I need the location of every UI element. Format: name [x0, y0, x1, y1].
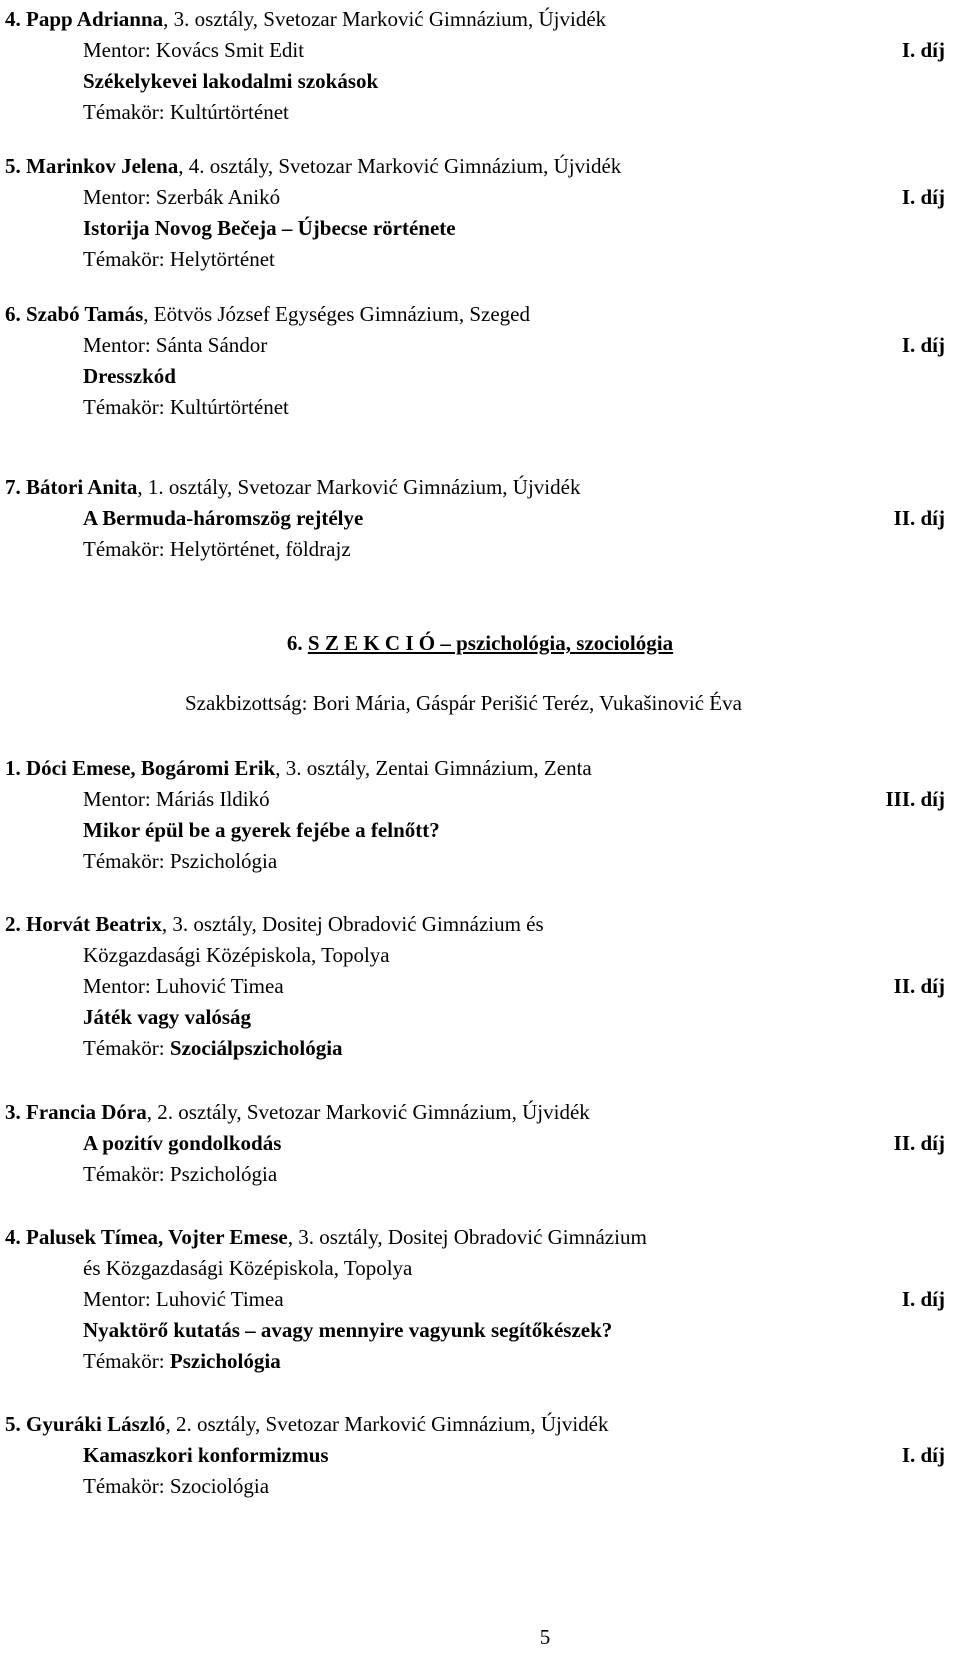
entry-title: Székelykevei lakodalmi szokások	[83, 69, 379, 93]
entry-school: , 1. osztály, Svetozar Marković Gimnázium, Újvidék	[137, 475, 581, 499]
entry-mentor: Mentor: Szerbák Anikó	[83, 185, 281, 209]
topic-label: Témakör:	[83, 395, 170, 419]
entry-title: A pozitív gondolkodás	[83, 1131, 282, 1155]
entry-names: Bátori Anita	[26, 475, 138, 499]
entry-francia-dora	[5, 1097, 945, 1190]
entry-mentor: Mentor: Máriás Ildikó	[83, 787, 270, 811]
entry-names: Szabó Tamás	[26, 302, 144, 326]
entry-topic	[5, 1346, 945, 1377]
award: I. díj	[901, 1443, 945, 1467]
entry-names: Francia Dóra	[26, 1100, 147, 1124]
entry-topic	[5, 1159, 945, 1190]
entry-names: Palusek Tímea, Vojter Emese	[26, 1225, 288, 1249]
entry-school: , 2. osztály, Svetozar Marković Gimnázium, Újvidék	[165, 1412, 609, 1436]
topic-label: Témakör:	[83, 1349, 170, 1373]
entry-topic	[5, 97, 945, 128]
entry-title: Kamaszkori konformizmus	[83, 1443, 329, 1467]
entry-mentor: Mentor: Luhović Timea	[83, 1287, 284, 1311]
entry-mentor: Mentor: Sánta Sándor	[83, 333, 268, 357]
topic-value: Szociológia	[169, 1474, 270, 1498]
award: II. díj	[893, 506, 945, 530]
entry-szabo-tamas	[5, 299, 945, 423]
entry-names: Dóci Emese, Bogáromi Erik	[26, 756, 276, 780]
section-heading	[0, 628, 960, 659]
entry-header	[5, 909, 945, 940]
section-committee: Szakbizottság: Bori Mária, Gáspár Perišić Teréz, Vukašinović Éva	[185, 691, 742, 715]
entry-school: , 3. osztály, Svetozar Marković Gimnázium, Újvidék	[163, 7, 607, 31]
topic-value: Helytörténet	[169, 247, 275, 271]
entry-topic	[5, 534, 945, 565]
entry-number: 4.	[5, 7, 21, 31]
entry-topic	[5, 392, 945, 423]
entry-title: Dresszkód	[83, 364, 176, 388]
entry-number: 6.	[5, 302, 21, 326]
entry-papp-adrianna	[5, 4, 945, 128]
award: III. díj	[885, 787, 945, 811]
entry-header	[5, 1222, 945, 1253]
award: I. díj	[901, 38, 945, 62]
award: II. díj	[893, 974, 945, 998]
topic-label: Témakör:	[83, 247, 170, 271]
entry-title: Játék vagy valóság	[83, 1005, 251, 1029]
entry-topic	[5, 1471, 945, 1502]
topic-label: Témakör:	[83, 849, 170, 873]
entry-header	[5, 1097, 945, 1128]
topic-label: Témakör:	[83, 1474, 170, 1498]
topic-value: Helytörténet, földrajz	[169, 537, 351, 561]
entry-mentor: Mentor: Luhović Timea	[83, 974, 284, 998]
entry-title: Mikor épül be a gyerek fejébe a felnőtt?	[83, 818, 440, 842]
entry-school-cont: és Közgazdasági Középiskola, Topolya	[83, 1256, 413, 1280]
topic-value: Pszichológia	[169, 1162, 278, 1186]
entry-gyuraki-laszlo	[5, 1409, 945, 1502]
entry-title: Nyaktörő kutatás – avagy mennyire vagyunk segítőkészek?	[83, 1318, 613, 1342]
topic-value: Szociálpszichológia	[169, 1036, 343, 1060]
entry-number: 7.	[5, 475, 21, 499]
entry-names: Papp Adrianna	[26, 7, 164, 31]
entry-marinkov-jelena	[5, 151, 945, 275]
award: II. díj	[893, 1131, 945, 1155]
topic-value: Kultúrtörténet	[169, 395, 289, 419]
entry-doci-emese	[5, 753, 945, 877]
entry-header	[5, 299, 945, 330]
entry-school: , Eötvös József Egységes Gimnázium, Szeged	[143, 302, 530, 326]
entry-title: A Bermuda-háromszög rejtélye	[83, 506, 364, 530]
entry-number: 3.	[5, 1100, 21, 1124]
entry-school: , 2. osztály, Svetozar Marković Gimnázium, Újvidék	[146, 1100, 590, 1124]
award: I. díj	[901, 333, 945, 357]
entry-number: 5.	[5, 1412, 21, 1436]
topic-label: Témakör:	[83, 1162, 170, 1186]
entry-number: 5.	[5, 154, 21, 178]
entry-names: Gyuráki László	[26, 1412, 166, 1436]
entry-school: , 3. osztály, Zentai Gimnázium, Zenta	[275, 756, 592, 780]
entry-topic	[5, 1033, 945, 1064]
entry-number: 4.	[5, 1225, 21, 1249]
entry-horvat-beatrix	[5, 909, 945, 1064]
topic-value: Pszichológia	[169, 849, 278, 873]
award: I. díj	[901, 1287, 945, 1311]
entry-number: 2.	[5, 912, 21, 936]
award: I. díj	[901, 185, 945, 209]
entry-school-cont: Közgazdasági Középiskola, Topolya	[83, 943, 390, 967]
entry-header	[5, 151, 945, 182]
entry-topic	[5, 244, 945, 275]
entry-names: Marinkov Jelena	[26, 154, 179, 178]
section-number: 6.	[286, 631, 303, 655]
entry-number: 1.	[5, 756, 21, 780]
topic-label: Témakör:	[83, 100, 170, 124]
topic-value: Kultúrtörténet	[169, 100, 289, 124]
entry-header	[5, 4, 945, 35]
topic-label: Témakör:	[83, 1036, 170, 1060]
entry-mentor: Mentor: Kovács Smit Edit	[83, 38, 305, 62]
entry-header	[5, 753, 945, 784]
topic-label: Témakör:	[83, 537, 170, 561]
topic-value: Pszichológia	[169, 1349, 281, 1373]
section-title: S Z E K C I Ó – pszichológia, szociológia	[307, 631, 674, 655]
entry-title: Istorija Novog Bečeja – Újbecse rörténete	[83, 216, 456, 240]
entry-school: , 3. osztály, Dositej Obradović Gimnázium	[287, 1225, 647, 1249]
entry-topic	[5, 846, 945, 877]
entry-school: , 4. osztály, Svetozar Marković Gimnázium, Újvidék	[178, 154, 622, 178]
entry-header	[5, 1409, 945, 1440]
page-number: 5	[539, 1625, 551, 1649]
entry-names: Horvát Beatrix	[26, 912, 162, 936]
entry-school: , 3. osztály, Dositej Obradović Gimnázium és	[161, 912, 544, 936]
entry-header	[5, 472, 945, 503]
entry-palusek-timea	[5, 1222, 945, 1377]
entry-batori-anita	[5, 472, 945, 565]
